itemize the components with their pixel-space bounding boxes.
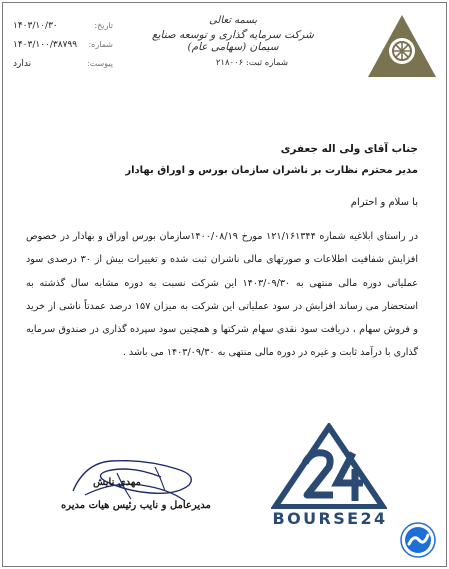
company-name: شرکت سرمایه گذاری و توسعه صنایع سیمان (سهامی عام): [152, 29, 314, 53]
letter-body: در راستای ابلاغیه شماره ۱۲۱/۱۶۱۳۴۴ مورخ ۱۴۰۰/۰۸/۱۹سازمان بورس اوراق و بهادار در خصوص افزایش شفافیت اطلاعات و صورتهای مالی ناشران ثبت شده و تغییرات بیش از ۳۰ درصدی سود عملیاتی دوره مالی منتهی به ۱۴۰۳/۰۹/۳۰ این شرکت نسبت به دوره مشابه سال گذشته به استحضار می رساند افزایش در سود عملیاتی این شرکت به میزان ۱۵۷ درصد عمدتاً ناشی از خرید و فروش سهام ، دریافت سود نقدی سهام شرکتها و همچنین سود سپرده گذاری در صندوق سرمایه گذاری با درآمد ثابت و غیره در دوره مالی منتهی به ۱۴۰۳/۰۹/۳۰ می باشد .: [26, 231, 419, 359]
number-label: شماره:: [88, 40, 113, 49]
number-row: [13, 38, 113, 57]
greeting: با سلام و احترام: [350, 197, 418, 208]
bourse24-wordmark: BOURSE24: [272, 509, 388, 528]
attachment-row: [13, 57, 113, 76]
recipient-title: مدیر محترم نظارت بر ناشران سازمان بورس و اوراق بهادار: [125, 165, 418, 176]
company-logo-icon: [366, 13, 438, 79]
registration-number: شماره ثبت: ۲۱۸۰۰۶: [215, 58, 288, 68]
number-value: ۱۴۰۳/۱۰۰/۳۸۷۹۹: [13, 40, 78, 50]
date-row: [13, 19, 113, 38]
channel-badge-icon: [400, 522, 436, 558]
bourse24-logo-icon: [271, 423, 387, 509]
company-header: [138, 15, 328, 68]
letter-meta: [13, 19, 113, 76]
bismillah: بسمه تعالی: [208, 15, 258, 26]
signer-name: مهدی نایش: [93, 477, 141, 488]
date-label: تاریخ:: [94, 21, 113, 30]
recipient-name: جناب آقای ولی اله جعفری: [280, 143, 418, 155]
attachment-value: ندارد: [13, 59, 32, 69]
date-value: ۱۴۰۳/۱۰/۳۰: [13, 21, 58, 31]
signer-title: مدیرعامل و نایب رئیس هیات مدیره: [61, 500, 211, 511]
attachment-label: پیوست:: [86, 59, 113, 68]
letter-page: [2, 2, 447, 567]
